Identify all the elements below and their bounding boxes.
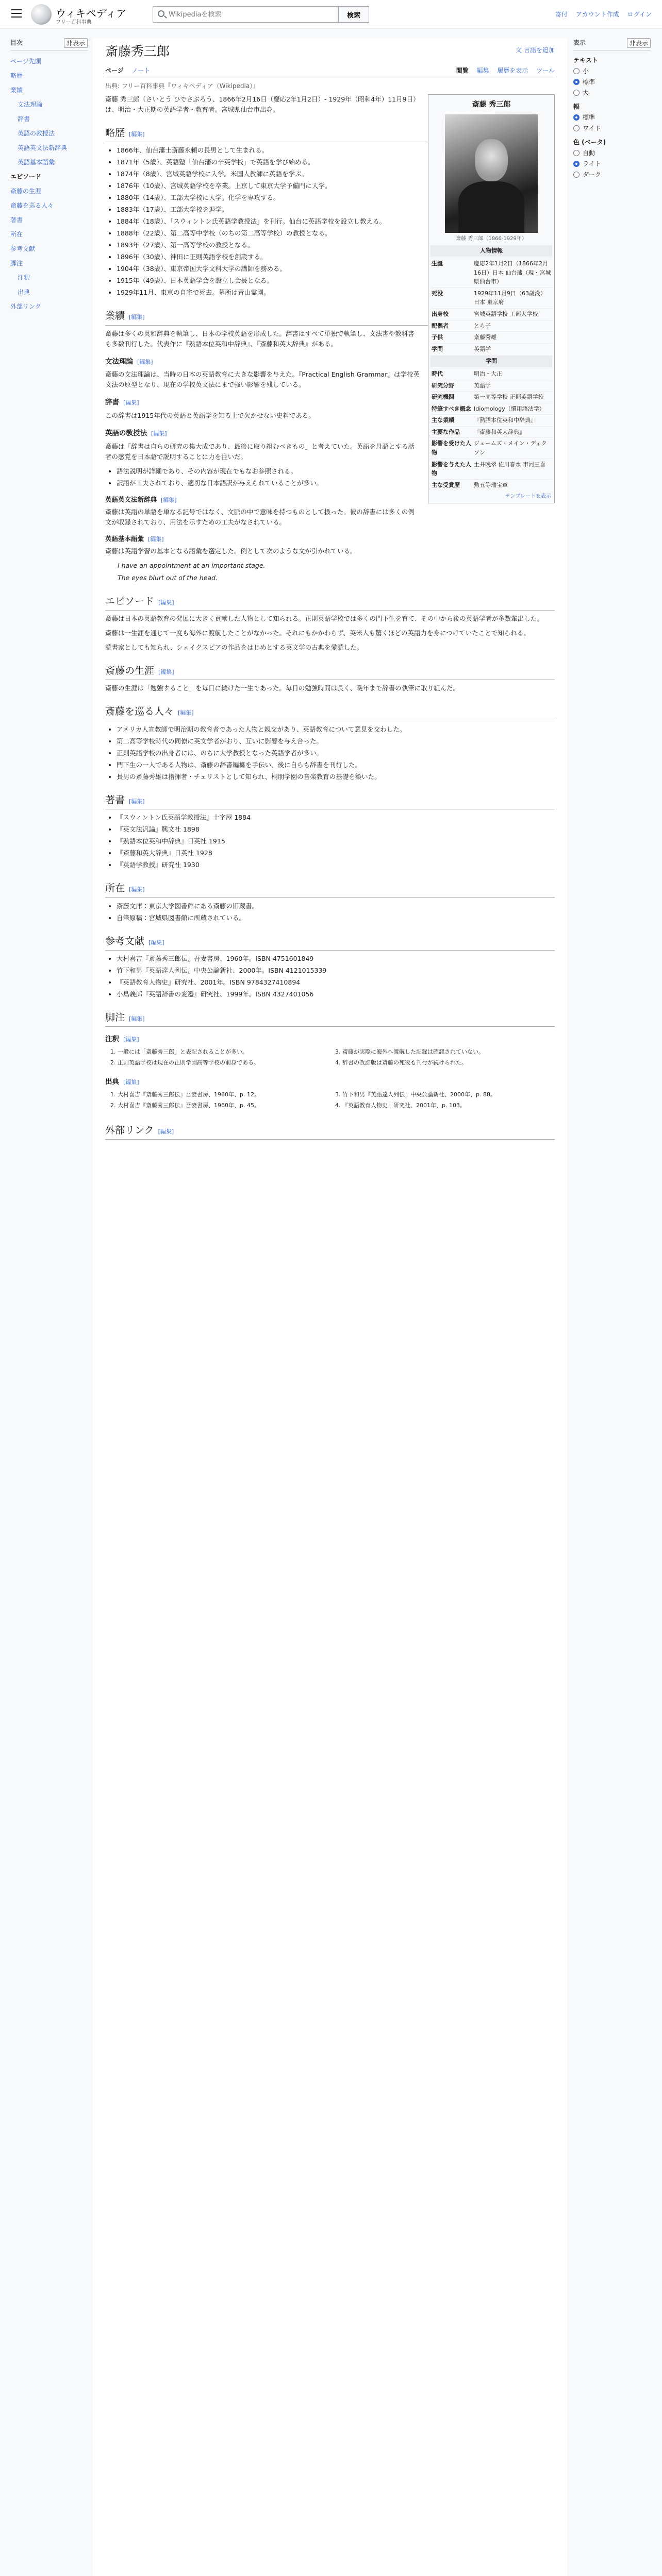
toc-item[interactable]: 注釈 [18, 274, 30, 281]
work-text: 斎藤は多くの英和辞典を執筆し、日本の学校英語を形成した。辞書はすべて単独で執筆し、文法書や教科書も多数刊行した。代表作に『熟語本位英和中辞典』、『斎藤和英大辞典』がある。 [105, 329, 415, 348]
notes-list [105, 1047, 555, 1070]
toc-item[interactable]: 略歴 [10, 72, 23, 79]
note-item: 3. 斎藤が実際に海外へ渡航した記録は確認されていない。 [342, 1047, 555, 1057]
people-item: • 正則英語学校の出身者には、のちに大学教授となった英語学者が多い。 [117, 748, 555, 758]
search-input[interactable] [153, 6, 338, 23]
teaching-item: • 語法説明が詳細であり、その内容が現在でもなお参照される。 [117, 466, 555, 477]
citation-item: 2. 大村喜吉『斎藤秀三郎伝』吾妻書房、1960年、p. 45。 [118, 1101, 330, 1110]
citation-item: 4. 『英語教育人物史』研究社、2001年、p. 103。 [342, 1101, 555, 1110]
edit-link[interactable]: [編集] [129, 886, 145, 893]
appearance-heading: 表示 非表示 [573, 38, 651, 50]
infobox-value: 英語学 [474, 382, 491, 389]
bio-item: • 1883年（17歳）、工部大学校を退学。 [117, 205, 555, 215]
cite-list [105, 1090, 555, 1112]
infobox-key: 時代 [432, 370, 443, 377]
width-label: 幅 [573, 103, 580, 110]
citation-item: 1. 大村喜吉『斎藤秀三郎伝』吾妻書房、1960年、p. 12。 [118, 1090, 330, 1099]
infobox-key: 配偶者 [432, 322, 449, 329]
edit-link[interactable]: [編集] [158, 668, 174, 675]
heading-books: 著書 [編集] [105, 792, 555, 809]
infobox-row [431, 258, 552, 287]
note-item: 2. 正則英語学校は現在の正則学園高等学校の前身である。 [118, 1058, 330, 1067]
source-line: 出典: フリー百科事典『ウィキペディア（Wikipedia）』 [105, 82, 259, 90]
toc-item[interactable]: 外部リンク [10, 303, 41, 310]
tab-article[interactable]: ページ [105, 67, 124, 74]
edit-link[interactable]: [編集] [178, 709, 194, 717]
reference-item: • 『英語教育人物史』研究社、2001年。ISBN 9784327410894 [117, 977, 555, 988]
edit-link[interactable]: [編集] [129, 798, 145, 805]
heading-cite-sub: 出典 [編集] [105, 1078, 139, 1087]
infobox-row [431, 308, 552, 320]
heading-work: 業績 [編集] [105, 308, 555, 325]
color-option[interactable]: ダーク [573, 170, 651, 179]
toc-item[interactable]: 脚注 [10, 260, 23, 267]
infobox-row [431, 343, 552, 355]
bio-item: • 1866年、仙台藩士斎藤永頼の長男として生まれる。 [117, 145, 555, 156]
infobox-section-academic: 学問 [431, 355, 552, 367]
infobox-key: 主な受賞歴 [432, 481, 460, 488]
vocab-text: 斎藤は英語学習の基本となる語彙を選定した。例として次のような文が引かれている。 [105, 547, 357, 555]
note-item: 4. 辞書の改訂版は斎藤の死後も刊行が続けられた。 [342, 1058, 555, 1067]
infobox-value: 英語学 [474, 345, 491, 352]
infobox-key: 主な業績 [432, 417, 454, 424]
user-links [549, 10, 652, 19]
book-item: • 『スウィントン氏英語学教授法』十字屋 1884 [117, 812, 555, 823]
episode-text: 斎藤は日本の英語教育の発展に大きく貢献した人物として知られる。正則英語学校では多くの門下生を育て、その中から後の英語学者が多数輩出した。 [105, 614, 543, 622]
heading-newdict: 英語英文法新辞典 [編集] [105, 495, 177, 503]
toc-list [10, 55, 88, 313]
book-item: • 『熟語本位英和中辞典』日英社 1915 [117, 836, 555, 846]
template-link[interactable]: テンプレートを表示 [505, 494, 551, 500]
appearance-sidebar [573, 38, 651, 181]
books-list [105, 812, 555, 870]
page-tabs [105, 62, 555, 77]
infobox-section-person: 人物情報 [431, 245, 552, 257]
infobox-row [431, 287, 552, 308]
infobox-value: 明治・大正 [474, 370, 502, 377]
refs-list [105, 954, 555, 999]
heading-location: 所在 [編集] [105, 880, 555, 897]
infobox-row [431, 403, 552, 415]
create-account-link[interactable]: アカウント作成 [575, 11, 619, 18]
search-form [153, 6, 369, 23]
infobox-key: 特筆すべき概念 [432, 405, 471, 412]
main-content [93, 38, 567, 2576]
infobox-value: 『斎藤和英大辞典』 [474, 428, 525, 435]
infobox-row [431, 459, 552, 479]
infobox-key: 影響を受けた人物 [432, 440, 471, 456]
infobox-key: 研究機関 [432, 394, 454, 401]
color-label: 色 (ベータ) [573, 139, 606, 146]
bio-item: • 1874年（8歳）、宮城英語学校に入学。米国人教師に英語を学ぶ。 [117, 169, 555, 179]
text-size-option[interactable]: 小 [573, 66, 651, 75]
edit-link[interactable]: [編集] [148, 535, 164, 543]
infobox-key: 研究分野 [432, 382, 454, 389]
edit-link[interactable]: [編集] [129, 314, 145, 321]
search-icon [158, 10, 164, 17]
infobox-value: 斎藤秀雄 [474, 334, 496, 341]
toc-sidebar [10, 38, 88, 314]
tab-history[interactable]: 履歴を表示 [497, 67, 528, 74]
heading-teaching: 英語の教授法 [編集] [105, 429, 167, 437]
episode-text: 斎藤は一生涯を通じて一度も海外に渡航したことがなかった。それにもかかわらず、英米人も驚くほどの英語力を身につけていたことで知られる。 [105, 629, 530, 637]
people-item: • 門下生の一人である人物は、斎藤の辞書編纂を手伝い、後に自らも辞書を刊行した。 [117, 760, 555, 770]
toc-item[interactable]: 斎藤を巡る人々 [10, 202, 54, 209]
bio-item: • 1915年（49歳）、日本英語学会を設立し会長となる。 [117, 276, 555, 286]
text-size-label: テキスト [573, 57, 598, 64]
tab-tools[interactable]: ツール [536, 67, 555, 74]
infobox-key: 主要な作品 [432, 428, 460, 435]
toc-item[interactable]: 英語基本語彙 [18, 159, 55, 166]
toc-item[interactable]: 著書 [10, 216, 23, 224]
radio-icon [573, 172, 580, 178]
infobox-row [431, 426, 552, 438]
toc-item[interactable]: 英語の教授法 [18, 130, 55, 137]
infobox [428, 94, 555, 503]
heading-people: 斎藤を巡る人々 [編集] [105, 704, 555, 721]
text-size-option[interactable]: 大 [573, 88, 651, 97]
tab-edit[interactable]: 編集 [476, 67, 489, 74]
edit-link[interactable]: [編集] [151, 430, 167, 437]
bio-item: • 1884年（18歳）、「スウィントン氏英語学教授法」を刊行。仙台に英語学校を設立し教える。 [117, 216, 555, 227]
width-option[interactable]: ワイド [573, 124, 651, 132]
search-button[interactable]: 検索 [338, 6, 369, 23]
people-list [105, 724, 555, 782]
reference-item: • 竹下和男『英語達人列伝』中央公論新社、2000年。ISBN 4121015339 [117, 965, 555, 976]
lead-paragraph: 斎藤 秀三郎（さいとう ひでさぶろう、1866年2月16日（慶応2年1月2日）- 1929年（昭和4年）11月9日）は、明治・大正期の英語学者・教育者。宮城県仙台市出身。 [105, 95, 420, 113]
radio-icon [573, 68, 580, 74]
book-item: • 『英語学教授』研究社 1930 [117, 860, 555, 870]
site-logo[interactable] [31, 4, 134, 25]
site-title: ウィキペディア [56, 7, 127, 20]
people-item: • 第二高等学校時代の同僚に英文学者がおり、互いに影響を与え合った。 [117, 736, 555, 747]
tab-read[interactable]: 閲覧 [456, 67, 469, 74]
heading-grammar: 文法理論 [編集] [105, 357, 153, 366]
toc-item[interactable]: ページ先頭 [10, 58, 41, 65]
infobox-key: 死没 [432, 290, 443, 297]
infobox-row [431, 331, 552, 343]
location-item: • 斎藤文庫：東京大学図書館にある斎藤の旧蔵書。 [117, 901, 555, 911]
radio-icon [573, 150, 580, 156]
toc-item[interactable]: 英語英文法新辞典 [18, 144, 68, 151]
article-body [105, 94, 555, 1277]
infobox-key: 影響を与えた人物 [432, 461, 471, 477]
infobox-key: 生誕 [432, 260, 443, 267]
site-header [0, 0, 662, 29]
infobox-title: 斎藤 秀三郎 [472, 100, 511, 109]
location-item: • 自筆原稿：宮城県図書館に所蔵されている。 [117, 913, 555, 923]
portrait-photo[interactable] [445, 114, 538, 233]
infobox-value: 宮城英語学校 工部大学校 [474, 310, 538, 317]
heading-vocab: 英語基本語彙 [編集] [105, 534, 164, 543]
infobox-value: とら子 [474, 322, 491, 329]
bio-item: • 1876年（10歳）、宮城英語学校を卒業。上京して東京大学予備門に入学。 [117, 181, 555, 191]
toc-item[interactable]: 所在 [10, 231, 23, 238]
tab-talk[interactable]: ノート [131, 67, 151, 74]
citation-item: 3. 竹下和男『英語達人列伝』中央公論新社、2000年、p. 88。 [342, 1090, 555, 1099]
heading-notes: 脚注 [編集] [105, 1010, 555, 1027]
dict-text: この辞書は1915年代の英語と英語学を知る上で欠かせない史料である。 [105, 411, 315, 419]
toc-item[interactable]: 参考文献 [10, 245, 36, 252]
infobox-value: Idiomology（慣用語法学） [474, 405, 545, 412]
newdict-text: 斎藤は英語の単語を単なる記号ではなく、文脈の中で意味を持つものとして扱った。彼の辞書には多くの例文が収録されており、用法を示すための工夫がなされている。 [105, 507, 415, 526]
quote: I have an appointment at an important stage. [118, 561, 266, 569]
radio-icon [573, 79, 580, 85]
appearance-hide-button[interactable]: 非表示 [627, 38, 651, 48]
infobox-row [431, 437, 552, 458]
infobox-key: 出身校 [432, 310, 449, 317]
people-item: • アメリカ人宣教師で明治期の教育者であった人物と親交があり、英語教育について意見を交わした。 [117, 724, 555, 735]
infobox-person-rows [431, 258, 552, 354]
toc-item[interactable]: エピソード [10, 173, 42, 180]
wikipedia-globe-icon [31, 4, 52, 25]
infobox-academic-rows [431, 368, 552, 491]
reference-item: • 大村喜吉『斎藤秀三郎伝』吾妻書房、1960年。ISBN 4751601849 [117, 954, 555, 964]
infobox-row [431, 368, 552, 380]
heading-life: 斎藤の生涯 [編集] [105, 663, 555, 680]
grammar-text: 斎藤の文法理論は、当時の日本の英語教育に大きな影響を与えた。『Practical English Grammar』は学校英文法の原型となり、現在の学校英文法にまで強い影響を残している。 [105, 370, 420, 389]
color-option[interactable]: ライト [573, 159, 651, 168]
bio-item: • 1880年（14歳）、工部大学校に入学。化学を専攻する。 [117, 193, 555, 203]
infobox-value: ジェームズ・メイン・ディクソン [474, 440, 547, 456]
bio-item: • 1904年（38歳）、東京帝国大学文科大学の講師を務める。 [117, 264, 555, 274]
text-size-option[interactable]: 標準 [573, 77, 651, 86]
site-tagline: フリー百科事典 [56, 20, 92, 25]
infobox-row [431, 414, 552, 426]
edit-link[interactable]: [編集] [148, 939, 164, 946]
people-item: • 長男の斎藤秀雄は指揮者・チェリストとして知られ、桐朋学園の音楽教育の基礎を築いた。 [117, 772, 555, 782]
location-list [105, 901, 555, 923]
toc-item[interactable]: 出典 [18, 289, 30, 296]
edit-link[interactable]: [編集] [129, 131, 145, 138]
book-item: • 『斎藤和英大辞典』日英社 1928 [117, 848, 555, 858]
edit-link[interactable]: [編集] [158, 599, 174, 606]
toc-heading: 目次 非表示 [10, 38, 88, 50]
toc-item[interactable]: 斎藤の生涯 [10, 188, 42, 195]
donate-link[interactable]: 寄付 [555, 11, 568, 18]
toc-item[interactable]: 辞書 [18, 115, 30, 123]
heading-episode: エピソード [編集] [105, 594, 555, 611]
quote: The eyes blurt out of the head. [118, 573, 218, 582]
bio-item: • 1888年（22歳）、第二高等中学校（のちの第二高等学校）の教授となる。 [117, 228, 555, 239]
heading-notes-sub: 注釈 [編集] [105, 1035, 139, 1044]
bio-item: • 1871年（5歳）、英語塾「仙台藩の辛英学校」で英語を学び始める。 [117, 157, 555, 167]
text-size-options [573, 66, 651, 97]
heading-bio: 略歴 [編集] [105, 125, 555, 142]
life-text: 斎藤の生涯は「勉強すること」を毎日に続けた一生であった。毎日の勉強時間は長く、晩年まで辞書の執筆に取り組んだ。 [105, 684, 460, 692]
infobox-row [431, 380, 552, 392]
radio-icon [573, 90, 580, 96]
bio-item: • 1896年（30歳）、神田に正則英語学校を創設する。 [117, 252, 555, 262]
reference-item: • 小島義郎『英語辞書の変遷』研究社、1999年。ISBN 4327401056 [117, 989, 555, 999]
language-button[interactable]: 文 言語を追加 [516, 46, 555, 54]
width-options [573, 113, 651, 132]
color-option[interactable]: 自動 [573, 148, 651, 157]
teaching-item: • 訳語が工夫されており、適切な日本語訳が与えられていることが多い。 [117, 478, 555, 488]
login-link[interactable]: ログイン [627, 11, 652, 18]
infobox-value: 慶応2年1月2日（1866年2月16日）日本 仙台藩（現・宮城県仙台市） [474, 260, 551, 285]
episode-text: 読書家としても知られ、シェイクスピアの作品をはじめとする英文学の古典を愛読した。 [105, 643, 363, 651]
width-option[interactable]: 標準 [573, 113, 651, 122]
heading-refs: 参考文献 [編集] [105, 934, 555, 951]
note-item: 1. 一般には「斎藤秀三郎」と表記されることが多い。 [118, 1047, 330, 1057]
infobox-value: 第一高等学校 正則英語学校 [474, 394, 544, 401]
edit-link[interactable]: [編集] [158, 1128, 174, 1135]
edit-link[interactable]: [編集] [161, 496, 177, 503]
main-menu-icon[interactable] [11, 9, 22, 18]
edit-link[interactable]: [編集] [123, 399, 139, 406]
teaching-text: 斎藤は「辞書は自らの研究の集大成であり、最後に取り組むべきもの」と考えていた。英語を母語とする話者の感覚を日本語で説明することに力を注いだ。 [105, 442, 415, 461]
page-title: 斎藤秀三郎 [105, 44, 170, 59]
bio-item: • 1929年11月、東京の自宅で死去。墓所は青山霊園。 [117, 287, 555, 298]
infobox-value: 『熟語本位英和中辞典』 [474, 417, 536, 424]
toc-item[interactable]: 業績 [10, 87, 23, 94]
infobox-row [431, 320, 552, 332]
edit-link[interactable]: [編集] [137, 358, 153, 365]
infobox-row [431, 391, 552, 403]
book-item: • 『英文法汎論』興文社 1898 [117, 824, 555, 835]
heading-ext: 外部リンク [編集] [105, 1123, 555, 1140]
radio-icon [573, 114, 580, 121]
toc-item[interactable]: 文法理論 [18, 101, 43, 108]
bio-item: • 1893年（27歳）、第一高等学校の教授となる。 [117, 240, 555, 250]
infobox-key: 子供 [432, 334, 443, 341]
edit-link[interactable]: [編集] [123, 1036, 139, 1043]
infobox-value: 勲五等瑞宝章 [474, 481, 508, 488]
toc-hide-button[interactable]: 非表示 [64, 38, 88, 48]
infobox-value: 土井晩翠 佐川春水 市河三喜 [474, 461, 545, 468]
infobox-key: 学問 [432, 345, 443, 352]
infobox-row [431, 479, 552, 491]
color-options [573, 148, 651, 179]
heading-dict: 辞書 [編集] [105, 398, 139, 407]
infobox-caption: 斎藤 秀三郎（1866-1929年） [456, 236, 527, 242]
edit-link[interactable]: [編集] [123, 1079, 139, 1086]
radio-icon [573, 161, 580, 167]
edit-link[interactable]: [編集] [129, 1015, 145, 1022]
infobox-value: 1929年11月9日（63歳没）日本 東京府 [474, 290, 546, 306]
radio-icon [573, 125, 580, 131]
